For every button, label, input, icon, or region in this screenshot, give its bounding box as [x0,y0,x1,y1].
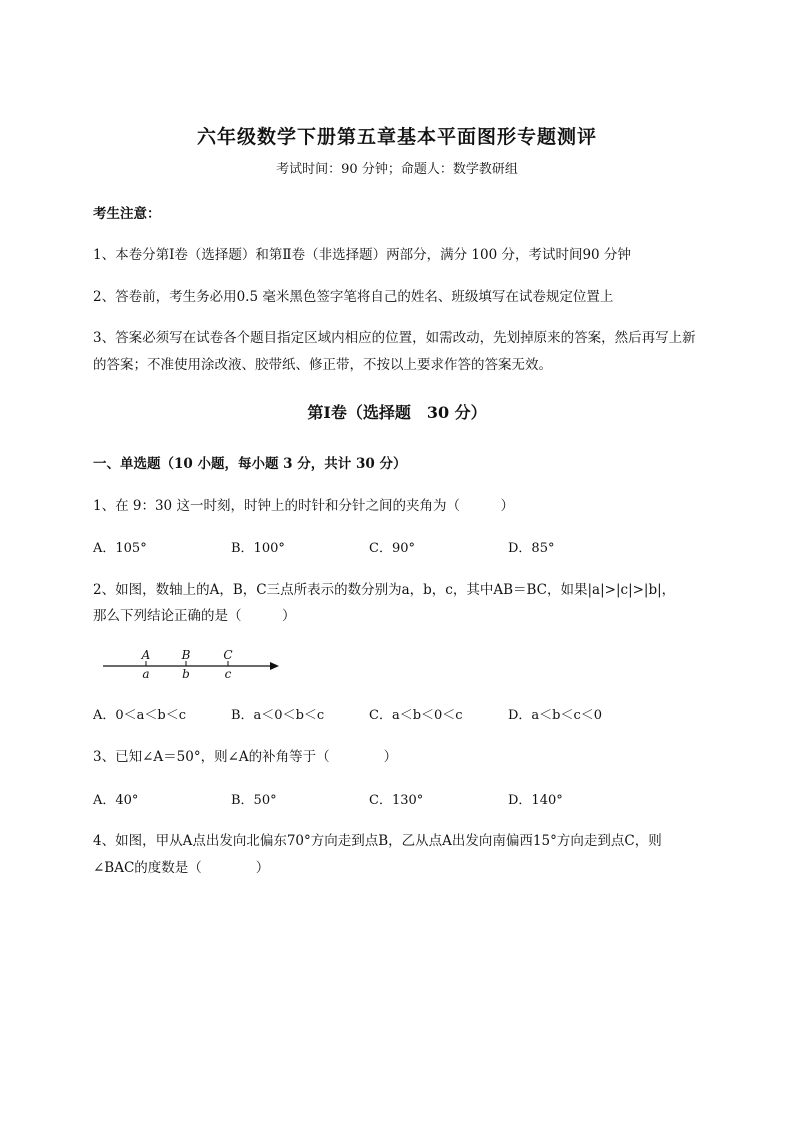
question-2-text-line-1: 2、如图，数轴上的A，B，C三点所表示的数分别为a，b，c，其中AB＝BC，如果|a|>|c|>|b|， [93,582,676,598]
question-3-text: 3、已知∠A＝50°，则∠A的补角等于（ ） [93,749,398,765]
exam-info: 考试时间：90 分钟；命题人：数学教研组 [276,162,518,177]
question-2-option-d: D．a＜b＜c＜0 [508,708,603,723]
value-label-b: b [182,667,190,681]
value-label-c: c [224,667,232,681]
question-1-text: 1、在 9：30 这一时刻，时钟上的时针和分针之间的夹角为（ ） [93,498,514,514]
question-4-text-line-1: 4、如图，甲从A点出发向北偏东70°方向走到点B，乙从点A出发向南偏西15°方向走到点C，则 [93,833,662,849]
section-title: 第Ⅰ卷（选择题 30 分） [307,403,487,422]
question-3-option-a: A．40° [93,793,139,808]
number-line-arrow [270,662,279,670]
question-4-text-line-2: ∠BAC的度数是（ ） [93,860,270,876]
notice-heading: 考生注意： [93,206,161,222]
question-2-option-a: A．0＜a＜b＜c [93,708,187,723]
notice-item-2: 2、答卷前，考生务必用0.5 毫米黑色签字笔将自己的姓名、班级填写在试卷规定位置上 [93,289,614,305]
part-heading: 一、单选题（10 小题，每小题 3 分，共计 30 分） [93,456,407,472]
notice-item-3-line-1: 3、答案必须写在试卷各个题目指定区域内相应的位置，如需改动，先划掉原来的答案，然后再写上新 [93,330,696,346]
question-3-option-b: B．50° [231,793,277,808]
notice-item-3-line-2: 的答案；不准使用涂改液、胶带纸、修正带，不按以上要求作答的答案无效。 [93,357,552,373]
question-3-option-d: D．140° [508,793,563,808]
point-label-A: A [141,648,151,662]
point-label-B: B [181,648,191,662]
question-2-option-b: B．a＜0＜b＜c [231,708,325,723]
question-1-option-c: C．90° [369,541,415,556]
point-label-C: C [223,648,233,662]
question-1-option-d: D．85° [508,541,555,556]
page-title: 六年级数学下册第五章基本平面图形专题测评 [196,126,597,148]
question-2-text-line-2: 那么下列结论正确的是（ ） [93,608,296,624]
question-2-option-c: C．a＜b＜0＜c [369,708,463,723]
question-3-option-c: C．130° [369,793,424,808]
question-1-option-b: B．100° [231,541,285,556]
number-line-figure [95,642,295,684]
question-1-option-a: A．105° [93,541,147,556]
notice-item-1: 1、本卷分第Ⅰ卷（选择题）和第Ⅱ卷（非选择题）两部分，满分 100 分，考试时间90 分钟 [93,247,631,263]
value-label-a: a [142,667,150,681]
